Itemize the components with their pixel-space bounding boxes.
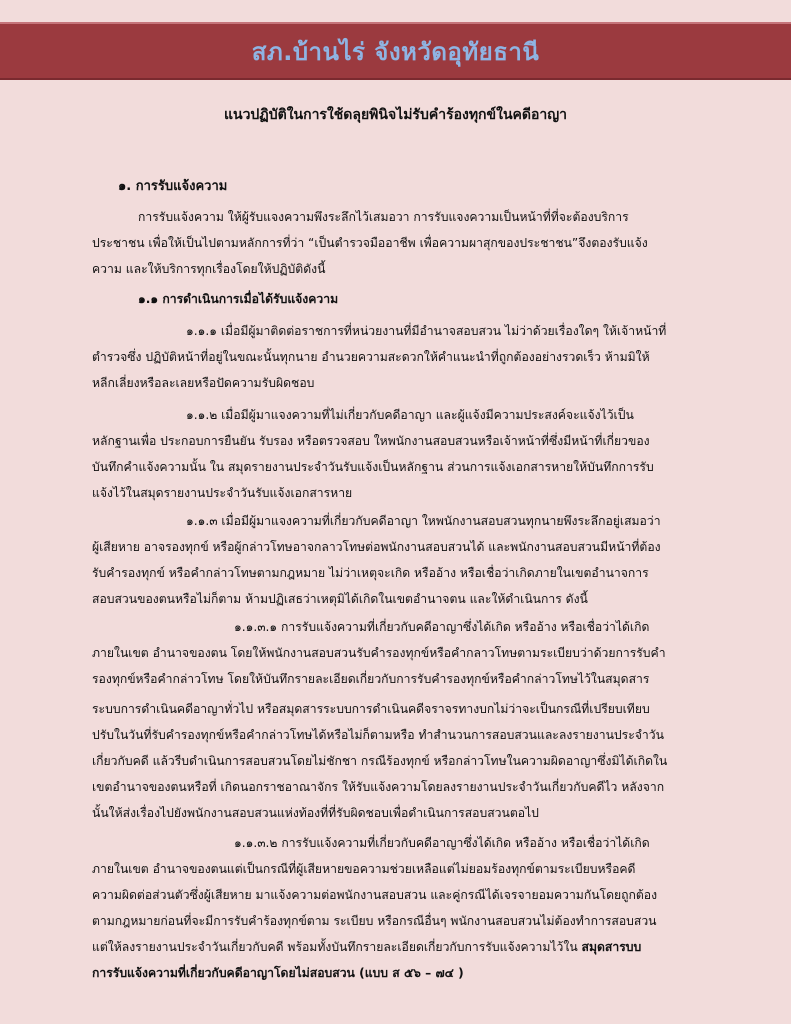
header-banner: [0, 22, 791, 80]
paragraph-line: ปรับในวันที่รับคำรองทุกข์หรือคำกล่าวโทษได้หรือไม่ก็ตามหรือ ทำสำนวนการสอบสวนและลงรายงานประจำวัน: [92, 728, 664, 742]
paragraph-line: ตามกฎหมายก่อนที่จะมีการรับคำร้องทุกข์ตาม ระเบียบ หรือกรณีอื่นๆ พนักงานสอบสวนไม่ต้องทำการสอบสวน: [92, 914, 657, 928]
section-1-heading: ๑. การรับแจ้งความ: [118, 179, 228, 194]
paragraph-text: แต่ให้ลงรายงานประจำวันเกี่ยวกับคดี พร้อมทั้งบันทึกรายละเอียดเกี่ยวกับการรับแจ้งความไว้ใน: [92, 940, 578, 954]
paragraph-line: ๑.๑.๒ เมื่อมีผู้มาแจงความที่ไม่เกี่ยวกับคดีอาญา และผู้แจ้งมีความประสงค์จะแจ้งไว้เป็น: [186, 408, 634, 422]
paragraph-line: เกี่ยวกับคดี แล้วรีบดำเนินการสอบสวนโดยไม่ชักชา กรณีร้องทุกข์ หรือกล่าวโทษในความผิดอาญาซึ่งมิได้เกิดใน: [92, 754, 668, 768]
paragraph-line: เขตอำนาจของตนหรือที่ เกิดนอกราชอาณาจักร ให้รับแจ้งความโดยลงรายงานประจำวันเกี่ยวกับคดีไว หลังจาก: [92, 780, 665, 794]
paragraph-line: ๑.๑.๑ เมื่อมีผู้มาติดต่อราชการที่หน่วยงานที่มีอำนาจสอบสวน ไม่ว่าด้วยเรื่องใดๆ ให้เจ้าหน้าที่: [186, 324, 667, 338]
paragraph-line: สอบสวนของตนหรือไม่ก็ตาม ห้ามปฏิเสธว่าเหตุมิได้เกิดในเขตอำนาจตน และให้ดำเนินการ ดังนี้: [92, 592, 588, 606]
paragraph-line: ภายในเขต อำนาจของตนแต่เป็นกรณีที่ผู้เสียหายขอความช่วยเหลือแต่ไม่ยอมร้องทุกข์ตามระเบียบหรือคดี: [92, 862, 636, 876]
paragraph-line: ความผิดต่อส่วนตัวซึ่งผู้เสียหาย มาแจ้งความต่อพนักงานสอบสวน และคู่กรณีได้เจรจายอมความกันโดยถูกต้อง: [92, 888, 658, 902]
paragraph-line: ระบบการดำเนินคดีอาญาทั่วไป หรือสมุดสารระบบการดำเนินคดีจราจรทางบกไม่ว่าจะเป็นกรณีที่เปรียบเทียบ: [92, 702, 650, 716]
paragraph-line-bold: การรับแจ้งความที่เกี่ยวกับคดีอาญาโดยไม่สอบสวน (แบบ ส ๕๖ – ๗๔ ): [92, 966, 464, 980]
paragraph-line: ๑.๑.๓ เมื่อมีผู้มาแจงความที่เกี่ยวกับคดีอาญา ใหพนักงานสอบสวนทุกนายพึงระลึกอยู่เสมอว่า: [186, 514, 661, 528]
paragraph-line: รองทุกข์หรือคำกล่าวโทษ โดยให้บันทึกรายละเอียดเกี่ยวกับการรับคำรองทุกข์หรือคำกล่าวโทษไว้ในสมุดสาร: [92, 672, 650, 686]
paragraph-line: การรับแจ้งความ ให้ผู้รับแจงความพึงระลึกไว้เสมอวา การรับแจงความเป็นหน้าที่ที่จะต้องบริการ: [138, 210, 629, 224]
document-title: แนวปฏิบัติในการใช้ดลุยพินิจไม่รับคำร้องทุกข์ในคดีอาญา: [223, 107, 568, 123]
paragraph-line: แจ้งไว้ในสมุดรายงานประจำวันรับแจ้งเอกสารหาย: [92, 486, 353, 500]
paragraph-line: ความ และให้บริการทุกเรื่องโดยให้ปฏิบัติดังนี้: [92, 262, 326, 276]
station-title: สภ.บ้านไร่ จังหวัดอุทัยธานี: [251, 37, 540, 66]
sub-heading-1-1: ๑.๑ การดำเนินการเมื่อได้รับแจ้งความ: [138, 292, 339, 306]
paragraph-line: หลีกเลี่ยงหรือละเลยหรือปัดความรับผิดชอบ: [92, 376, 315, 390]
paragraph-line: บันทึกคำแจ้งความนั้น ใน สมุดรายงานประจำวันรับแจ้งเป็นหลักฐาน ส่วนการแจ้งเอกสารหายให้บันทึกการรับ: [92, 460, 654, 474]
bold-text: สมุดสารบบ: [581, 940, 642, 954]
paragraph-line: ประชาชน เพื่อให้เป็นไปตามหลักการที่ว่า “เป็นตำรวจมืออาชีพ เพื่อความผาสุกของประชาชน”จึงตองรับแจ้ง: [92, 236, 648, 250]
paragraph-line: ๑.๑.๓.๒ การรับแจ้งความที่เกี่ยวกับคดีอาญาซึ่งได้เกิด หรืออ้าง หรือเชื่อว่าได้เกิด: [234, 836, 650, 850]
paragraph-line: ภายในเขต อำนาจของตน โดยให้พนักงานสอบสวนรับคำรองทุกข์หรือคำกลาวโทษตามระเบียบว่าด้วยการรับคำ: [92, 646, 666, 660]
paragraph-line: ๑.๑.๓.๑ การรับแจ้งความที่เกี่ยวกับคดีอาญาซึ่งได้เกิด หรืออ้าง หรือเชื่อว่าได้เกิด: [234, 620, 650, 634]
paragraph-line: ผู้เสียหาย อาจรองทุกข์ หรือผู้กล่าวโทษอาจกลาวโทษต่อพนักงานสอบสวนได้ และพนักงานสอบสวนมีหน้าที่ต้อง: [92, 540, 661, 554]
paragraph-line: ตำรวจซึ่ง ปฏิบัติหน้าที่อยู่ในขณะนั้นทุกนาย อำนวยความสะดวกให้คำแนะนำที่ถูกต้องอย่างรวดเร็ว ห้ามมิให้: [92, 350, 650, 364]
paragraph-line: นั้นให้ส่งเรื่องไปยังพนักงานสอบสวนแห่งท้องที่ที่รับผิดชอบเพื่อดำเนินการสอบสวนตอไป: [92, 806, 539, 820]
paragraph-line: หลักฐานเพื่อ ประกอบการยืนยัน รับรอง หรือตรวจสอบ ใหพนักงานสอบสวนหรือเจ้าหน้าที่ซึ่งมีหน้าที่เกี่ยวของ: [92, 434, 650, 448]
paragraph-line: รับคำรองทุกข์ หรือคำกล่าวโทษตามกฎหมาย ไม่ว่าเหตุจะเกิด หรืออ้าง หรือเชื่อว่าเกิดภายในเขตอำนาจการ: [92, 566, 649, 580]
paragraph-line: [92, 934, 641, 960]
